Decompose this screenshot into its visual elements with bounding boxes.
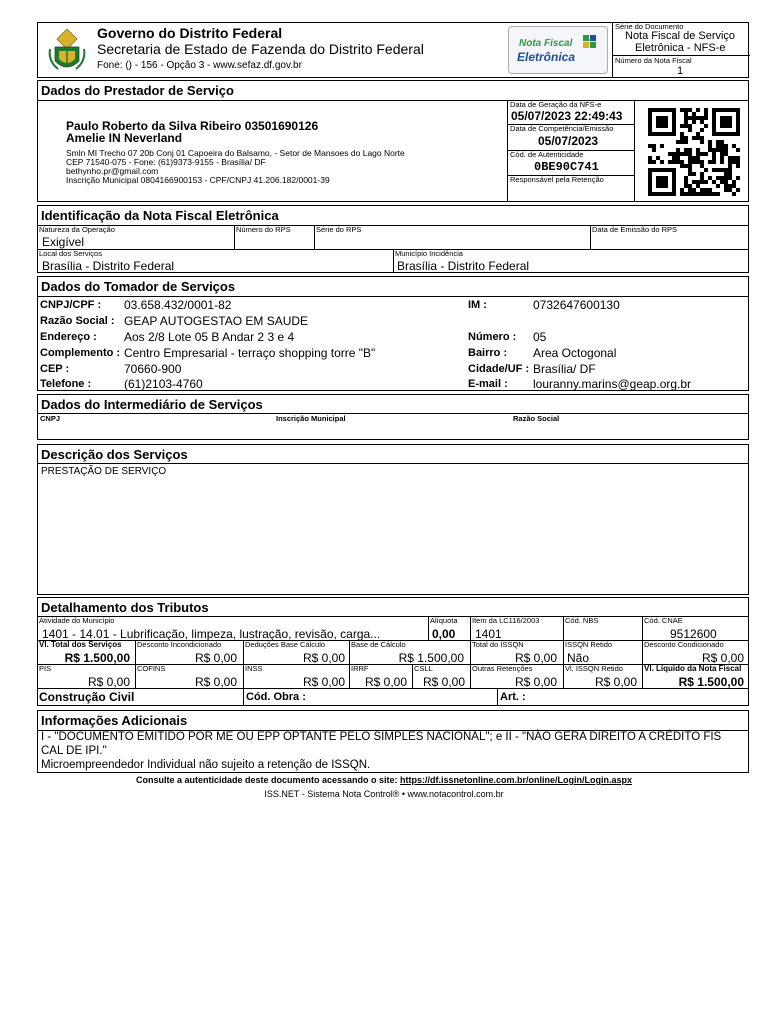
tomador-complemento-value: Centro Empresarial - terraço shopping torre "B"	[124, 346, 376, 360]
csll-value: R$ 0,00	[422, 675, 465, 689]
intermediario-section	[37, 394, 749, 440]
serie-label: Série do Documento	[615, 22, 684, 31]
cod-obra-label: Cód. Obra :	[246, 691, 306, 703]
tomador-cnpj-label: CNPJ/CPF :	[40, 299, 102, 311]
informacoes-line2: CAL DE IPI."	[41, 745, 107, 757]
vl-total-label: Vl. Total dos Serviços	[39, 641, 122, 649]
intermediario-cnpj-label: CNPJ	[40, 414, 61, 423]
municipio-value: Brasília - Distrito Federal	[397, 259, 530, 273]
construcao-civil-label: Construção Civil	[39, 690, 135, 704]
natureza-value: Exigível	[42, 235, 85, 249]
tomador-bairro-label: Bairro :	[468, 347, 508, 359]
fone-line: Fone: () - 156 - Opção 3 - www.sefaz.df.gov.br	[97, 60, 302, 71]
serie-value-2: Eletrônica - NFS-e	[635, 42, 726, 54]
tomador-section	[37, 276, 749, 391]
gov-title: Governo do Distrito Federal	[97, 25, 283, 41]
desc-cond-value: R$ 0,00	[701, 651, 744, 665]
municipio-label: Município Incidência	[395, 249, 463, 258]
prestador-fantasia: Amelie IN Neverland	[66, 131, 183, 145]
informacoes-title: Informações Adicionais	[41, 713, 188, 728]
prestador-title: Dados do Prestador de Serviço	[41, 83, 234, 98]
base-calculo-value: R$ 1.500,00	[398, 651, 464, 665]
tomador-cidade-value: Brasília/ DF	[533, 362, 596, 376]
issqn-retido-value: Não	[567, 651, 590, 665]
tomador-cep-label: CEP :	[40, 363, 70, 375]
deducoes-label: Deduções Base Cálculo	[245, 641, 326, 649]
vl-issqn-retido-value: R$ 0,00	[594, 675, 637, 689]
document-header	[37, 22, 749, 78]
informacoes-line3: Microempreendedor Individual não sujeito a retenção de ISSQN.	[41, 759, 371, 771]
descricao-title: Descrição dos Serviços	[41, 447, 188, 462]
tributos-title: Detalhamento dos Tributos	[41, 600, 209, 615]
nota-fiscal-eletronica-logo	[508, 26, 608, 74]
prestador-addr1: Smln MI Trecho 07 20b Conj 01 Capoeira do Balsamo, - Setor de Mansoes do Lago Norte	[66, 148, 405, 158]
informacoes-section	[37, 710, 749, 773]
autenticidade-value: 0BE90C741	[534, 160, 599, 174]
local-value: Brasília - Distrito Federal	[42, 259, 175, 273]
tomador-cnpj-value: 03.658.432/0001-82	[124, 298, 232, 312]
atividade-value: 1401 - 14.01 - Lubrificação, limpeza, lustração, revisão, carga...	[42, 627, 381, 641]
intermediario-im-label: Inscrição Municipal	[276, 414, 346, 423]
footer-issnet: ISS.NET - Sistema Nota Control® • www.notacontrol.com.br	[264, 789, 504, 799]
desc-incond-label: Desconto Incondicionado	[137, 641, 222, 649]
identificacao-title: Identificação da Nota Fiscal Eletrônica	[41, 208, 279, 223]
aliquota-label: Alíquota	[430, 617, 458, 625]
prestador-email: bethynho.pr@gmail.com	[66, 166, 159, 176]
issqn-retido-label: ISSQN Retido	[565, 641, 613, 649]
desc-incond-value: R$ 0,00	[194, 651, 237, 665]
vl-total-value: R$ 1.500,00	[64, 651, 130, 665]
tomador-email-value: louranny.marins@geap.org.br	[533, 377, 692, 391]
cofins-value: R$ 0,00	[194, 675, 237, 689]
tomador-complemento-label: Complemento :	[40, 347, 121, 359]
intermediario-title: Dados do Intermediário de Serviços	[41, 397, 263, 412]
autenticidade-label: Cód. de Autenticidade	[510, 150, 584, 159]
coat-of-arms-icon	[46, 27, 88, 75]
logo-text-nota: Nota Fiscal	[519, 38, 573, 49]
tomador-telefone-label: Telefone :	[40, 378, 92, 390]
inss-value: R$ 0,00	[302, 675, 345, 689]
outras-retencoes-value: R$ 0,00	[514, 675, 557, 689]
footer-consulte	[0, 775, 768, 785]
tomador-endereco-label: Endereço :	[40, 331, 97, 343]
nbs-label: Cód. NBS	[565, 617, 599, 625]
competencia-value: 05/07/2023	[538, 134, 599, 148]
geracao-label: Data de Geração da NFS-e	[510, 100, 602, 109]
tomador-im-value: 0732647600130	[533, 298, 620, 312]
pis-label: PIS	[39, 665, 52, 673]
tomador-cep-value: 70660-900	[124, 362, 182, 376]
cnae-value: 9512600	[670, 627, 717, 641]
prestador-addr2: CEP 71540-075 - Fone: (61)9373-9155 - Brasília/ DF	[66, 157, 266, 167]
tomador-email-label: E-mail :	[468, 378, 508, 390]
item-lc-label: Item da LC116/2003	[472, 617, 540, 625]
deducoes-value: R$ 0,00	[302, 651, 345, 665]
numero-nota-value: 1	[677, 65, 684, 77]
vl-liquido-value: R$ 1.500,00	[678, 675, 744, 689]
cofins-label: COFINS	[137, 665, 166, 673]
tomador-im-label: IM :	[468, 299, 487, 311]
retencao-label: Responsável pela Retenção	[510, 175, 604, 184]
logo-text-eletronica: Eletrônica	[517, 50, 576, 64]
descricao-section	[37, 444, 749, 595]
base-calculo-label: Base de Cálculo	[351, 641, 406, 649]
tomador-bairro-value: Area Octogonal	[533, 346, 617, 360]
tomador-razao-label: Razão Social :	[40, 315, 115, 327]
vl-liquido-label: Vl. Líquido da Nota Fiscal	[644, 665, 742, 673]
secretaria-title: Secretaria de Estado de Fazenda do Distrito Federal	[97, 41, 424, 57]
aliquota-value: 0,00	[432, 627, 456, 641]
serie-rps-label: Série do RPS	[316, 225, 362, 234]
descricao-text: PRESTAÇÃO DE SERVIÇO	[41, 466, 167, 477]
item-lc-value: 1401	[475, 627, 502, 641]
art-label: Art. :	[500, 691, 526, 703]
prestador-dates-box	[507, 100, 635, 201]
total-issqn-label: Total do ISSQN	[472, 641, 524, 649]
footer-consulte-text: Consulte a autenticidade deste documento acessando o site:	[135, 775, 401, 785]
prestador-inscricao: Inscrição Municipal 0804166900153 - CPF/CNPJ 41.206.182/0001-39	[66, 175, 330, 185]
identificacao-section	[37, 205, 749, 273]
total-issqn-value: R$ 0,00	[514, 651, 557, 665]
atividade-label: Atividade do Município	[39, 617, 115, 625]
tomador-razao-value: GEAP AUTOGESTAO EM SAUDE	[124, 314, 309, 328]
prestador-section	[37, 80, 749, 202]
tomador-numero-value: 05	[533, 330, 547, 344]
vl-issqn-retido-label: Vl. ISSQN Retido	[565, 665, 623, 673]
qr-code-icon	[648, 108, 740, 196]
irrf-value: R$ 0,00	[364, 675, 407, 689]
tomador-cidade-label: Cidade/UF :	[468, 363, 530, 375]
csll-label: CSLL	[414, 665, 433, 673]
informacoes-line1: I - "DOCUMENTO EMITIDO POR ME OU EPP OPTANTE PELO SIMPLES NACIONAL"; e II - "NÃO GERA DIREITO A CRÉDITO FIS	[41, 731, 722, 743]
geracao-value: 05/07/2023 22:49:43	[511, 109, 623, 123]
irrf-label: IRRF	[351, 665, 369, 673]
natureza-label: Natureza da Operação	[39, 225, 115, 234]
desc-cond-label: Desconto Condicionado	[644, 641, 724, 649]
tomador-numero-label: Número :	[468, 331, 517, 343]
numero-rps-label: Número do RPS	[236, 225, 291, 234]
outras-retencoes-label: Outras Retenções	[472, 665, 533, 673]
tributos-section	[37, 597, 749, 706]
data-rps-label: Data de Emissão do RPS	[592, 225, 678, 234]
numero-nota-label: Número da Nota Fiscal	[615, 56, 692, 65]
cnae-label: Cód. CNAE	[644, 617, 683, 625]
logo-squares	[583, 35, 599, 51]
serie-box	[612, 22, 750, 78]
inss-label: INSS	[245, 665, 263, 673]
tomador-title: Dados do Tomador de Serviços	[41, 279, 236, 294]
tomador-telefone-value: (61)2103-4760	[124, 377, 203, 391]
tomador-endereco-value: Aos 2/8 Lote 05 B Andar 2 3 e 4	[124, 330, 295, 344]
pis-value: R$ 0,00	[87, 675, 130, 689]
prestador-name: Paulo Roberto da Silva Ribeiro 03501690126	[66, 119, 319, 133]
intermediario-razao-label: Razão Social	[513, 414, 560, 423]
competencia-label: Data de Competência/Emissão	[510, 124, 614, 133]
serie-value-1: Nota Fiscal de Serviço	[625, 30, 736, 42]
footer-login-link[interactable]: https://df.issnetonline.com.br/online/Login/Login.aspx	[400, 775, 633, 785]
local-label: Local dos Serviços	[39, 249, 102, 258]
